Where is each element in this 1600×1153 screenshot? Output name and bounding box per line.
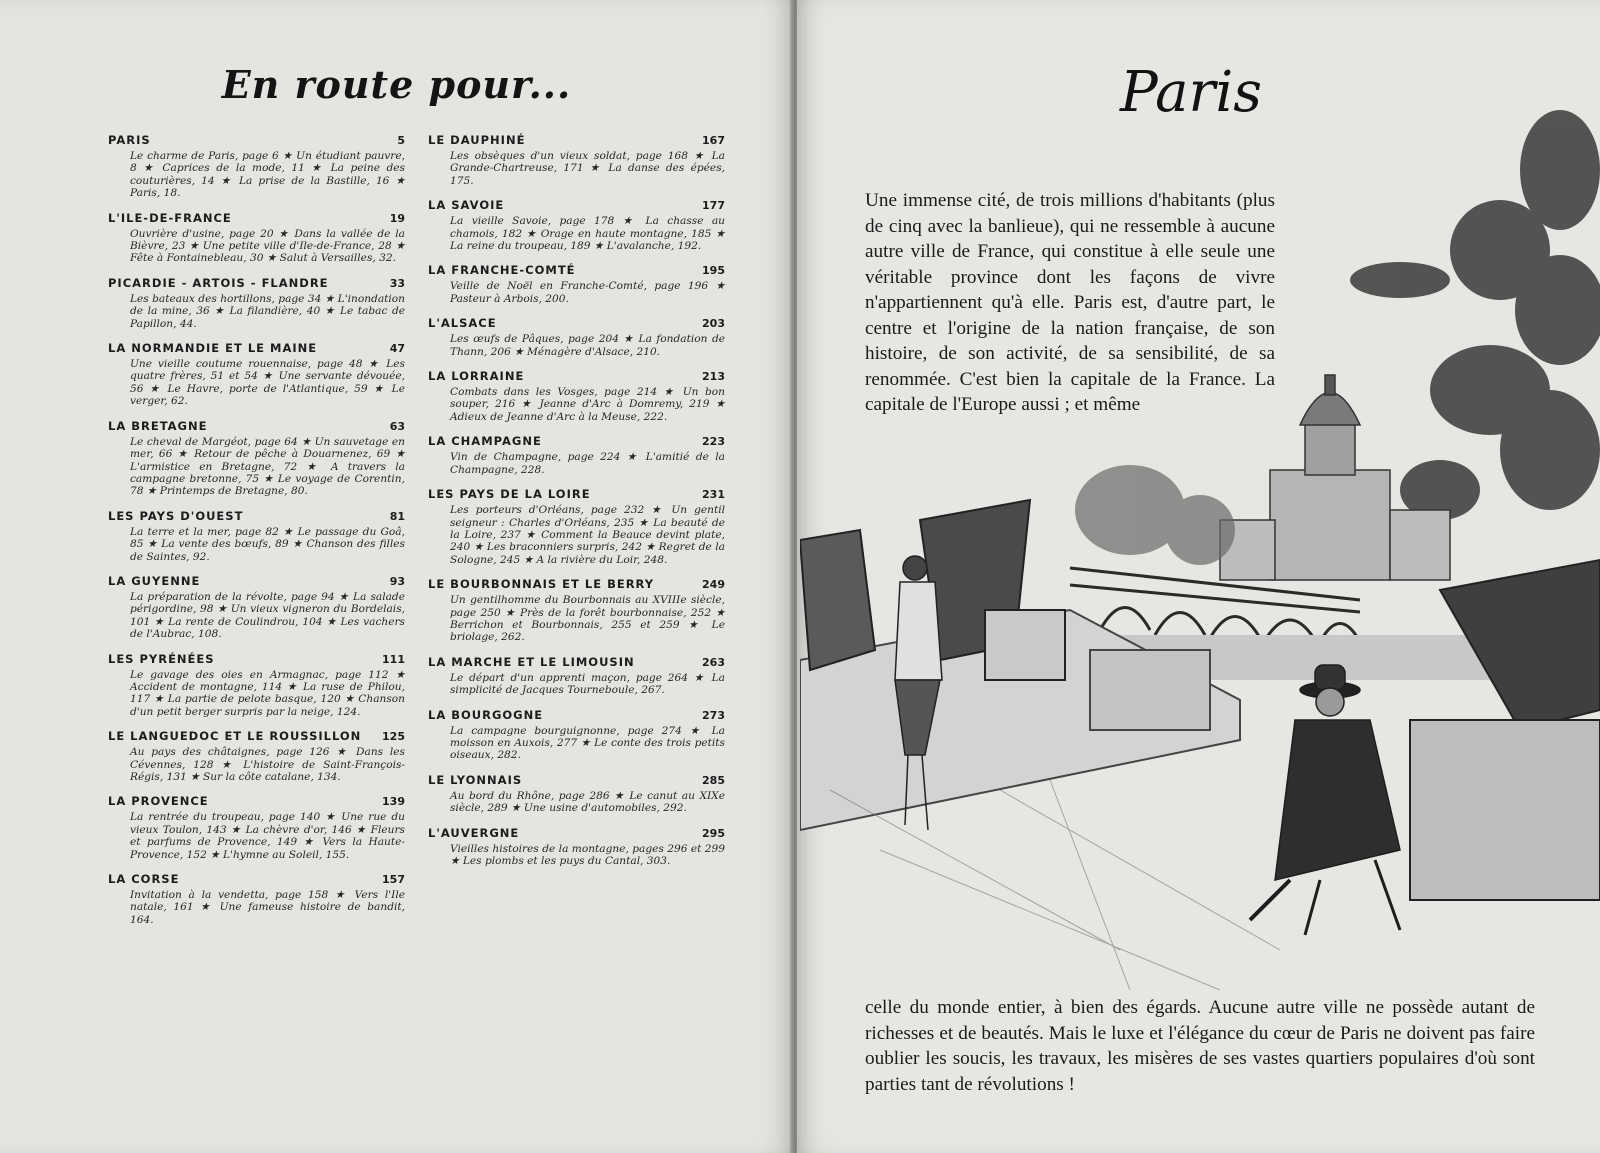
toc-entry-heading (428, 263, 725, 277)
toc-entry-heading (108, 276, 405, 290)
toc-entry (428, 773, 725, 815)
toc-page-number: 203 (702, 317, 725, 331)
toc-page-number: 139 (382, 795, 405, 809)
toc-entry-heading (108, 872, 405, 886)
toc-page-number: 93 (389, 574, 405, 588)
toc-page-number: 231 (702, 488, 725, 502)
seated-man-figure (1250, 665, 1400, 935)
toc-entry-description: Le charme de Paris, page 6 ★ Un étudiant pauvre, 8 ★ Caprices de la mode, 11 ★ La peine des couturières, 14 ★ La prise de la Bastille, 16 ★ Paris, 18. (130, 150, 405, 200)
toc-entry-heading (428, 133, 725, 147)
chapter-title: Paris (1120, 60, 1262, 125)
toc-page-number: 111 (382, 652, 405, 666)
toc-region-name: LES PAYS D'OUEST (108, 508, 244, 523)
toc-entry (428, 133, 725, 187)
toc-entry-heading (108, 419, 405, 433)
toc-entry (428, 369, 725, 423)
toc-page-number: 249 (702, 578, 725, 592)
toc-region-name: L'ILE-DE-FRANCE (108, 210, 232, 225)
toc-entry (108, 133, 405, 200)
toc-entry-heading (108, 133, 405, 147)
toc-entry (428, 263, 725, 305)
toc-entry (108, 574, 405, 641)
toc-entry-heading (108, 341, 405, 355)
toc-region-name: LA BOURGOGNE (428, 707, 544, 722)
toc-region-name: PICARDIE - ARTOIS - FLANDRE (108, 275, 329, 290)
toc-entry-heading (428, 826, 725, 840)
toc-entry (428, 708, 725, 762)
bouquiniste-box-right (1410, 560, 1600, 900)
toc-entry-description: La préparation de la révolte, page 94 ★ La salade périgordine, 98 ★ Un vieux vigneron du Bordelais, 101 ★ La rente de Coulindrou, 104 ★ Les vachers de l'Aubrac, 108. (130, 590, 405, 641)
toc-region-name: L'ALSACE (428, 316, 497, 331)
toc-region-name: LA NORMANDIE ET LE MAINE (108, 341, 318, 356)
toc-region-name: LA BRETAGNE (108, 418, 208, 433)
toc-entry-description: Combats dans les Vosges, page 214 ★ Un bon souper, 216 ★ Jeanne d'Arc à Domremy, 219 ★ Adieux de Jeanne d'Arc à la Meuse, 222. (450, 386, 725, 423)
chapter-outro-paragraph: celle du monde entier, à bien des égards. Aucune autre ville ne possède autant de richesses et de beautés. Mais le luxe et l'élégance du cœur de Paris ne doivent pas faire oublier les soucis, les travaux, les misères de ses vastes quartiers populaires d'où sont parties tant de révolutions ! (865, 997, 1535, 1095)
left-page (0, 0, 793, 1153)
toc-entry-description: Vin de Champagne, page 224 ★ L'amitié de la Champagne, 228. (450, 451, 725, 476)
toc-region-name: LA MARCHE ET LE LIMOUSIN (428, 654, 635, 669)
toc-entry-heading (108, 574, 405, 588)
toc-entry (428, 434, 725, 476)
toc-page-number: 177 (702, 199, 725, 213)
chapter-intro-paragraph: Une immense cité, de trois millions d'habitants (plus de cinq avec la banlieue), qui ne ressemble à aucune autre ville de France, qui constitue à elle seule une véritable province dont les façons de vivre n'appartiennent qu'à elle. Paris est, d'autre part, le centre et l'origine de la nation française, de son histoire, de son activité, de sa sensibilité, de sa renommée. C'est bien la capitale de la France. La capitale de l'Europe aussi ; et même (865, 190, 1275, 415)
toc-entry (428, 316, 725, 358)
pavement-lines (830, 780, 1280, 990)
toc-title: En route pour... (221, 62, 572, 107)
toc-region-name: PARIS (108, 133, 151, 147)
toc-entry-description: Ouvrière d'usine, page 20 ★ Dans la vallée de la Bièvre, 23 ★ Une petite ville d'Ile-de-France, 28 ★ Fête à Fontainebleau, 30 ★ Salut à Versailles, 32. (130, 227, 405, 265)
toc-entry (108, 509, 405, 563)
toc-entry (108, 341, 405, 408)
toc-entry-description: Vieilles histoires de la montagne, pages 296 et 299 ★ Les plombs et les puys du Cantal, 303. (450, 842, 725, 867)
toc-page-number: 223 (702, 435, 725, 449)
toc-entry (108, 276, 405, 330)
toc-page-number: 19 (389, 211, 405, 225)
toc-entry-description: La vieille Savoie, page 178 ★ La chasse au chamois, 182 ★ Orage en haute montagne, 185 ★ La reine du troupeau, 189 ★ L'avalanche, 192. (450, 215, 725, 253)
toc-entry-description: Le départ d'un apprenti maçon, page 264 ★ La simplicité de Jacques Tourneboule, 267. (450, 671, 725, 697)
toc-region-name: LE DAUPHINÉ (428, 133, 526, 147)
toc-page-number: 81 (389, 509, 405, 523)
toc-page-number: 285 (702, 773, 725, 787)
toc-page-number: 47 (389, 342, 405, 356)
toc-region-name: LE BOURBONNAIS ET LE BERRY (428, 577, 655, 592)
toc-entry-description: Un gentilhomme du Bourbonnais au XVIIIe siècle, page 250 ★ Près de la forêt bourbonnaise, 252 ★ Berrichon et Bourbonnais, 255 et 259 ★ Le briolage, 262. (450, 594, 725, 644)
toc-region-name: LA CORSE (108, 872, 180, 887)
toc-entry-heading (108, 729, 405, 743)
toc-column-left (108, 133, 405, 937)
toc-entry-heading (428, 198, 725, 212)
toc-region-name: LA FRANCHE-COMTÉ (428, 263, 576, 278)
tree-foliage (1350, 110, 1600, 520)
toc-page-number: 5 (397, 134, 405, 147)
background-trees (1075, 465, 1235, 565)
toc-entry-heading (428, 316, 725, 330)
toc-entry-heading (428, 708, 725, 722)
toc-page-number: 273 (702, 708, 725, 722)
toc-entry-heading (428, 577, 725, 591)
toc-region-name: LA PROVENCE (108, 794, 209, 809)
toc-entry (108, 872, 405, 926)
toc-entry-description: Veille de Noël en Franche-Comté, page 196 ★ Pasteur à Arbois, 200. (450, 280, 725, 305)
toc-entry-description: Les bateaux des hortillons, page 34 ★ L'inondation de la mine, 36 ★ La filandière, 40 ★ Le tabac de Papillon, 44. (130, 292, 405, 330)
toc-page-number: 157 (382, 873, 405, 887)
toc-entry-description: La rentrée du troupeau, page 140 ★ Une rue du vieux Toulon, 143 ★ La chèvre d'or, 146 ★ Fleurs et parfums de Provence, 149 ★ Vers la Haute-Provence, 152 ★ L'hymne au Soleil, 155. (130, 811, 405, 861)
toc-region-name: LA GUYENNE (108, 573, 201, 588)
toc-entry-description: Au bord du Rhône, page 286 ★ Le canut au XIXe siècle, 289 ★ Une usine d'automobiles, 292. (450, 789, 725, 815)
toc-region-name: LES PAYS DE LA LOIRE (428, 487, 591, 502)
toc-region-name: LA CHAMPAGNE (428, 434, 542, 449)
toc-region-name: LA LORRAINE (428, 369, 525, 384)
toc-entry-description: Le gavage des oies en Armagnac, page 112 ★ Accident de montagne, 114 ★ La ruse de Philou, 117 ★ La partie de pelote basque, 120 ★ Chanson d'un petit berger surpris par la neige, 124. (130, 668, 405, 718)
toc-entry (108, 211, 405, 265)
toc-entry-description: Au pays des châtaignes, page 126 ★ Dans les Cévennes, 128 ★ L'histoire de Saint-François-Régis, 131 ★ Sur la côte catalane, 134. (130, 746, 405, 783)
toc-entry-heading (108, 794, 405, 808)
toc-entry-description: Une vieille coutume rouennaise, page 48 ★ Les quatre frères, 51 et 54 ★ Une servante dévouée, 56 ★ Le Havre, porte de l'Atlantique, 59 ★ Le verger, 62. (130, 358, 405, 408)
toc-entry (428, 826, 725, 868)
toc-region-name: LA SAVOIE (428, 198, 505, 213)
toc-entry-heading (108, 509, 405, 523)
toc-entry-heading (428, 655, 725, 669)
toc-entry-description: Invitation à la vendetta, page 158 ★ Vers l'Ile natale, 161 ★ Une fameuse histoire de bandit, 164. (130, 889, 405, 926)
toc-entry-heading (428, 773, 725, 787)
toc-page-number: 33 (389, 276, 405, 290)
toc-entry-description: La terre et la mer, page 82 ★ Le passage du Goâ, 85 ★ La vente des bœufs, 89 ★ Chanson des filles de Saintes, 92. (130, 525, 405, 563)
toc-page-number: 63 (389, 419, 405, 433)
toc-entry-description: Le cheval de Margéot, page 64 ★ Un sauvetage en mer, 66 ★ Retour de pêche à Douarnenez, 69 ★ L'armistice en Bretagne, 72 ★ A travers la campagne bretonne, 75 ★ Le voyage de Corentin, 78 ★ Printemps de Bretagne, 80. (130, 435, 405, 498)
toc-entry-heading (428, 434, 725, 448)
toc-entry (428, 577, 725, 644)
toc-entry-heading (108, 652, 405, 666)
toc-entry-heading (108, 211, 405, 225)
toc-entry (428, 655, 725, 697)
toc-entry-heading (428, 487, 725, 501)
toc-entry (108, 419, 405, 498)
toc-page-number: 213 (702, 370, 725, 384)
toc-entry-description: Les porteurs d'Orléans, page 232 ★ Un gentil seigneur : Charles d'Orléans, 235 ★ La beauté de la Loire, 237 ★ Comment la Beauce devint plate, 240 ★ Les braconniers surpris, 242 ★ Regret de la Sologne, 245 ★ A la rivière du Loir, 248. (450, 504, 725, 566)
toc-region-name: LE LANGUEDOC ET LE ROUSSILLON (108, 729, 362, 744)
toc-entry (108, 794, 405, 861)
toc-entry (108, 652, 405, 719)
toc-page-number: 167 (702, 134, 725, 147)
toc-region-name: LES PYRÉNÉES (108, 651, 215, 666)
toc-entry (108, 729, 405, 783)
toc-entry-description: Les obsèques d'un vieux soldat, page 168 ★ La Grande-Chartreuse, 171 ★ La danse des épées, 175. (450, 150, 725, 187)
toc-entry (428, 198, 725, 252)
toc-entry-description: Les œufs de Pâques, page 204 ★ La fondation de Thann, 206 ★ Ménagère d'Alsace, 210. (450, 333, 725, 358)
toc-entry (428, 487, 725, 566)
toc-column-right (428, 133, 725, 878)
toc-entry-description: La campagne bourguignonne, page 274 ★ La moisson en Auxois, 277 ★ Le conte des trois petits oiseaux, 282. (450, 724, 725, 762)
toc-page-number: 295 (702, 826, 725, 840)
toc-page-number: 125 (382, 730, 405, 744)
toc-region-name: LE LYONNAIS (428, 772, 523, 787)
toc-page-number: 263 (702, 655, 725, 669)
toc-entry-heading (428, 369, 725, 383)
toc-page-number: 195 (702, 264, 725, 278)
toc-region-name: L'AUVERGNE (428, 825, 520, 840)
